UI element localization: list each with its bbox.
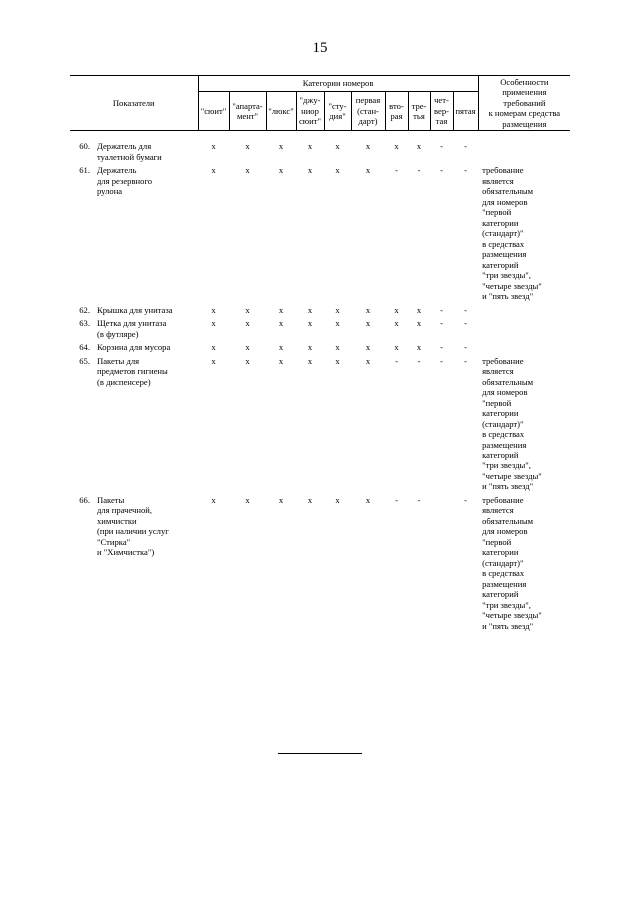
category-mark: х: [365, 318, 371, 329]
row-name: Держатель для резервного рулона: [97, 165, 153, 197]
category-mark: х: [211, 304, 216, 315]
category-mark: х: [211, 165, 216, 176]
table-row: [70, 342, 570, 355]
category-mark: -: [464, 141, 467, 152]
table-row: [70, 318, 570, 342]
category-mark: х: [365, 342, 371, 353]
category-mark: х: [335, 355, 340, 366]
category-header-cell: тре- тья: [408, 91, 430, 131]
row-name: Щетка для унитаза (в футляре): [97, 318, 167, 339]
category-mark: х: [394, 342, 399, 353]
category-mark: -: [464, 342, 467, 353]
row-note: требование является обязательным для номеров "первой категории (стандарт)" в средствах размещения категорий "три звезды", "четыре звезды" и "пять звезд": [482, 165, 542, 302]
category-mark: х: [278, 304, 284, 315]
category-mark: х: [394, 318, 399, 329]
row-number: 62.: [79, 304, 90, 315]
category-header-cell: вто- рая: [385, 91, 408, 131]
page-number: 15: [312, 40, 328, 56]
category-mark: х: [416, 304, 422, 315]
category-mark: х: [307, 141, 313, 152]
category-mark: х: [245, 318, 250, 329]
category-mark: -: [395, 165, 398, 176]
row-note: [478, 318, 570, 342]
category-mark: х: [365, 355, 371, 366]
category-mark: х: [335, 141, 340, 152]
category-mark: х: [365, 494, 371, 505]
category-mark: х: [245, 342, 250, 353]
category-mark: х: [211, 355, 216, 366]
category-mark: х: [278, 141, 284, 152]
row-number: 61.: [79, 165, 90, 176]
category-mark: х: [307, 355, 313, 366]
category-mark: -: [440, 165, 443, 176]
row-number: 66.: [79, 494, 90, 505]
category-mark: -: [464, 318, 467, 329]
table-header: [70, 76, 570, 131]
category-header-cell: чет- вер- тая: [430, 91, 453, 131]
category-mark: х: [307, 342, 313, 353]
category-mark: х: [335, 304, 340, 315]
row-name: Пакеты для предметов гигиены (в диспенсере): [97, 355, 168, 387]
row-number: 60.: [79, 141, 90, 152]
category-mark: х: [307, 304, 313, 315]
row-note: [478, 342, 570, 355]
category-mark: х: [211, 494, 216, 505]
category-mark: х: [416, 141, 422, 152]
category-mark: -: [464, 494, 467, 505]
category-mark: х: [245, 494, 250, 505]
category-header-cell: "джу- ниор сюит": [296, 91, 324, 131]
category-mark: х: [278, 342, 284, 353]
category-mark: х: [211, 318, 216, 329]
category-mark: х: [245, 141, 250, 152]
category-mark: х: [335, 165, 340, 176]
row-note: требование является обязательным для номеров "первой категории (стандарт)" в средствах размещения категорий "три звезды", "четыре звезды" и "пять звезд": [482, 494, 542, 631]
category-mark: -: [417, 355, 421, 366]
category-header-cell: "сюит": [198, 91, 229, 131]
row-note: требование является обязательным для номеров "первой категории (стандарт)" в средствах размещения категорий "три звезды", "четыре звезды" и "пять звезд": [482, 355, 542, 492]
category-mark: -: [395, 494, 398, 505]
category-mark: -: [440, 304, 443, 315]
category-header-cell: "люкс": [266, 91, 296, 131]
table-row: [70, 305, 570, 318]
category-mark: х: [245, 304, 250, 315]
row-name: Корзина для мусора: [97, 342, 171, 353]
row-note: [478, 305, 570, 318]
category-mark: -: [440, 342, 443, 353]
category-mark: х: [365, 141, 371, 152]
category-mark: -: [464, 355, 467, 366]
category-mark: -: [440, 355, 443, 366]
categories-header: Категории номеров: [198, 76, 478, 92]
row-name: Пакеты для прачечной, химчистки (при наличии услуг "Стирка" и "Химчистка"): [97, 494, 169, 558]
footer-rule: [278, 753, 362, 754]
category-mark: -: [464, 165, 467, 176]
table-row: [70, 165, 570, 304]
category-header-cell: "апарта- мент": [229, 91, 266, 131]
category-mark: х: [278, 318, 284, 329]
category-mark: -: [417, 494, 421, 505]
category-mark: -: [464, 304, 467, 315]
category-mark: х: [211, 141, 216, 152]
category-mark: х: [335, 494, 340, 505]
category-mark: х: [365, 165, 371, 176]
row-name: Держатель для туалетной бумаги: [97, 141, 162, 162]
category-mark: х: [307, 165, 313, 176]
row-number: 63.: [79, 318, 90, 329]
notes-header: Особенности применения требований к номерам средства размещения: [478, 76, 570, 131]
table-row: [70, 356, 570, 495]
category-mark: х: [335, 342, 340, 353]
category-header-cell: первая (стан- дарт): [351, 91, 385, 131]
category-mark: х: [278, 494, 284, 505]
standards-table: [70, 75, 570, 634]
category-mark: х: [278, 165, 284, 176]
table-body: [70, 131, 570, 634]
category-mark: -: [417, 165, 421, 176]
table-row: [70, 495, 570, 634]
row-number: 64.: [79, 342, 90, 353]
category-mark: х: [335, 318, 340, 329]
category-mark: х: [365, 304, 371, 315]
category-mark: х: [245, 165, 250, 176]
row-name: Крышка для унитаза: [97, 304, 173, 315]
category-mark: -: [440, 318, 443, 329]
category-mark: х: [307, 494, 313, 505]
indicators-header: Показатели: [70, 76, 198, 131]
category-mark: х: [278, 355, 284, 366]
category-mark: х: [394, 304, 399, 315]
table-row: [70, 131, 570, 165]
category-mark: х: [307, 318, 313, 329]
category-mark: [430, 495, 453, 634]
category-mark: х: [416, 318, 422, 329]
row-number: 65.: [79, 355, 90, 366]
category-mark: х: [416, 342, 422, 353]
row-note: [478, 131, 570, 165]
category-mark: -: [440, 141, 443, 152]
category-mark: -: [395, 355, 398, 366]
category-header-cell: "сту- дия": [324, 91, 351, 131]
category-mark: х: [245, 355, 250, 366]
category-mark: х: [211, 342, 216, 353]
category-header-cell: пятая: [453, 91, 478, 131]
category-mark: х: [394, 141, 399, 152]
